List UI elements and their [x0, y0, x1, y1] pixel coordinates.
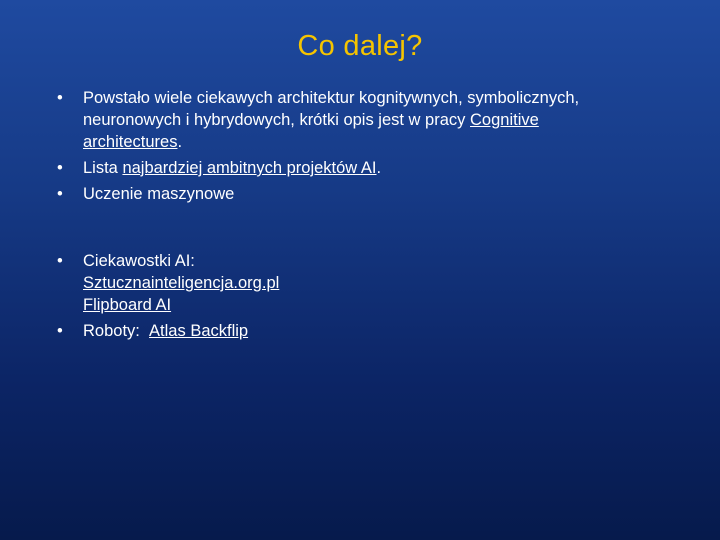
- item-text: Powstało wiele ciekawych architektur kognitywnych, symbolicznych, neuronowych i hybrydowych, krótki opis jest w pracy: [83, 89, 580, 129]
- list-item-architectures: [57, 87, 637, 153]
- list-item-robots: [57, 320, 637, 342]
- item-label: Ciekawostki AI:: [83, 252, 195, 270]
- item-label: Roboty:: [83, 322, 140, 340]
- bullet-icon: •: [57, 252, 63, 270]
- bullet-icon: •: [57, 89, 63, 107]
- list-item-machine-learning: [57, 183, 637, 205]
- link-sztucznainteligencja[interactable]: Sztucznainteligencja.org.pl: [83, 274, 280, 292]
- link-cognitive-architectures[interactable]: Cognitive architectures: [83, 111, 539, 151]
- item-text: Uczenie maszynowe: [83, 185, 235, 203]
- link-ambitious-projects[interactable]: najbardziej ambitnych projektów AI: [122, 159, 377, 177]
- link-flipboard-ai[interactable]: Flipboard AI: [83, 296, 172, 314]
- bullet-list-main: [57, 87, 637, 205]
- list-item-ambitious-projects: [57, 157, 637, 179]
- item-text: Lista: [83, 159, 123, 177]
- slide-title: Co dalej?: [297, 30, 423, 62]
- bullet-icon: •: [57, 185, 63, 203]
- list-item-curiosities: [57, 250, 637, 316]
- bullet-icon: •: [57, 322, 63, 340]
- item-text-end: .: [177, 133, 183, 151]
- bullet-list-extras: [57, 250, 637, 342]
- bullet-icon: •: [57, 159, 63, 177]
- link-atlas-backflip[interactable]: Atlas Backflip: [149, 322, 249, 340]
- item-text-end: .: [376, 159, 382, 177]
